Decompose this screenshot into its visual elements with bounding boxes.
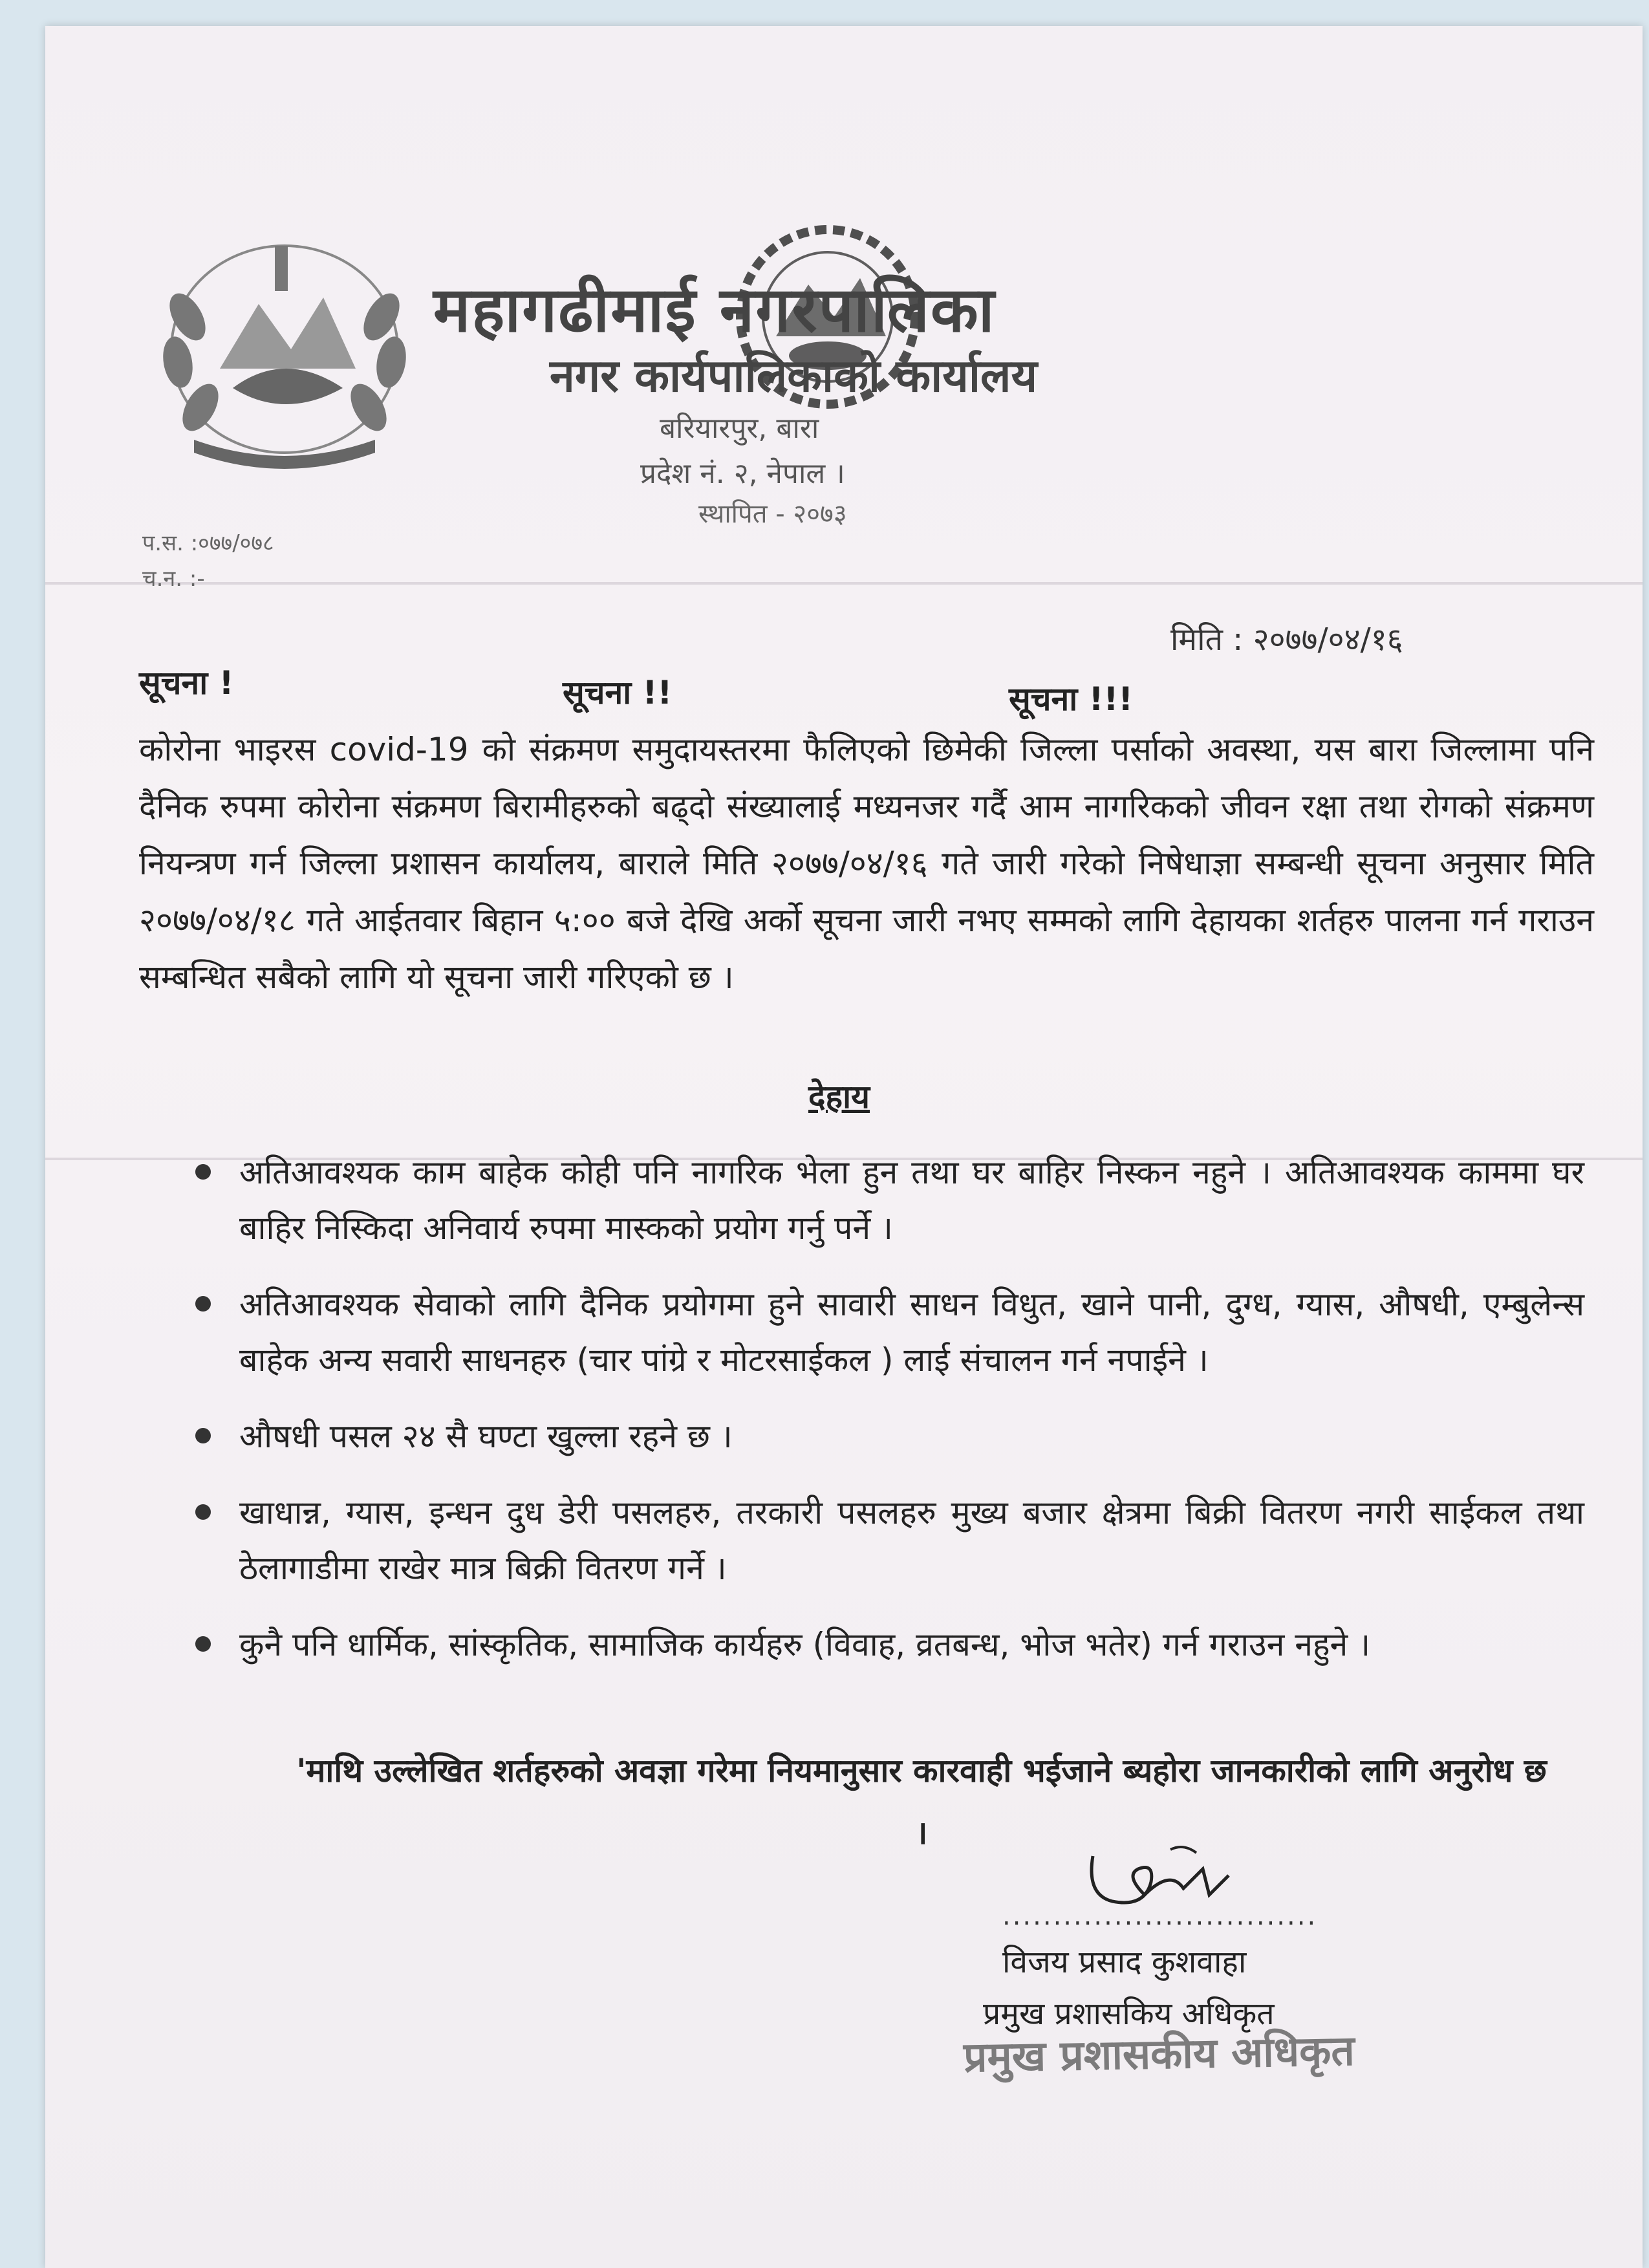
closing-statement: 'माथि उल्लेखित शर्तहरुको अवज्ञा गरेमा नियमानुसार कारवाही भईजाने ब्यहोरा जानकारीको लागि अनुरोध छ । — [296, 1752, 1547, 1852]
condition-text: अतिआवश्यक सेवाको लागि दैनिक प्रयोगमा हुने सावारी साधन विधुत, खाने पानी, दुग्ध, ग्यास, औषधी, एम्बुलेन्स बाहेक अन्य सवारी साधनहरु (चार पांग्रे र मोटरसाईकल ) लाई संचालन गर्न नपाईने । — [239, 1286, 1584, 1379]
notice-label: सूचना !! — [563, 674, 673, 711]
condition-text: कुनै पनि धार्मिक, सांस्कृतिक, सामाजिक कार्यहरु (विवाह, व्रतबन्ध, भोज भतेर) गर्न गराउन नहुने । — [239, 1626, 1371, 1663]
bullet-icon — [195, 1296, 211, 1312]
notice-body: कोरोना भाइरस covid-19 को संक्रमण समुदायस्तरमा फैलिएको छिमेकी जिल्ला पर्साको अवस्था, यस बारा जिल्लामा पनि दैनिक रुपमा कोरोना संक्रमण बिरामीहरुको बढ्दो संख्यालाई मध्यनजर गर्दै आम नागरिकको जीवन रक्षा तथा रोगको संक्रमण नियन्त्रण गर्न जिल्ला प्रशासन कार्यालय, बाराले मिति २०७७/०४/१६ गते जारी गरेको निषेधाज्ञा सम्बन्धी सूचना अनुसार मिति २०७७/०४/१८ गते आईतवार बिहान ५:०० बजे देखि अर्को सूचना जारी नभए सम्मको लागि देहायका शर्तहरु पालना गर्न गराउन सम्बन्धित सबैको लागि यो सूचना जारी गरिएको छ । — [139, 731, 1594, 996]
signer-name: विजय प्रसाद कुशवाहा — [1002, 1944, 1247, 1980]
office-address: बरियारपुर, बारा — [660, 412, 819, 445]
notice-label: सूचना ! — [139, 664, 234, 702]
office-name: नगर कार्यपालिकाको कार्यालय — [550, 349, 1038, 402]
signer-designation: प्रमुख प्रशासकिय अधिकृत — [983, 1996, 1275, 2032]
list-item — [162, 1617, 1584, 1672]
section-heading: देहाय — [808, 1078, 870, 1116]
condition-text: औषधी पसल २४ सै घण्टा खुल्ला रहने छ । — [239, 1418, 733, 1455]
signature-line: ............................... — [1002, 1901, 1318, 1931]
reference-number: प.स. :०७७/०७८ — [142, 530, 274, 556]
list-item — [162, 1145, 1584, 1256]
paper-fold — [45, 582, 1643, 585]
bullet-icon — [195, 1164, 211, 1180]
bullet-icon — [195, 1636, 211, 1652]
list-item — [162, 1409, 1584, 1464]
nepal-emblem-icon — [149, 220, 420, 479]
condition-text: अतिआवश्यक काम बाहेक कोही पनि नागरिक भेला हुन तथा घर बाहिर निस्कन नहुने । अतिआवश्यक काममा घर बाहिर निस्किदा अनिवार्य रुपमा मास्कको प्रयोग गर्नु पर्ने । — [239, 1154, 1584, 1247]
designation-stamp: प्रमुख प्रशासकीय अधिकृत — [963, 2027, 1355, 2082]
conditions-list — [162, 1145, 1584, 1693]
bullet-icon — [195, 1428, 211, 1443]
municipality-name: महागढीमाई नगरपालिका — [433, 274, 996, 346]
bullet-icon — [195, 1504, 211, 1520]
dispatch-number: च.न. :- — [142, 566, 205, 592]
notice-date: मिति : २०७७/०४/१६ — [1170, 621, 1403, 658]
list-item — [162, 1485, 1584, 1596]
condition-text: खाधान्न, ग्यास, इन्धन दुध डेरी पसलहरु, तरकारी पसलहरु मुख्य बजार क्षेत्रमा बिक्री वितरण नगरी साईकल तथा ठेलागाडीमा राखेर मात्र बिक्री वितरण गर्ने । — [239, 1494, 1584, 1587]
notice-label: सूचना !!! — [1009, 680, 1134, 718]
province-line: प्रदेश नं. २, नेपाल । — [640, 457, 845, 490]
notice-paper — [45, 26, 1643, 2268]
list-item — [162, 1277, 1584, 1388]
established-line: स्थापित - २०७३ — [698, 499, 847, 529]
